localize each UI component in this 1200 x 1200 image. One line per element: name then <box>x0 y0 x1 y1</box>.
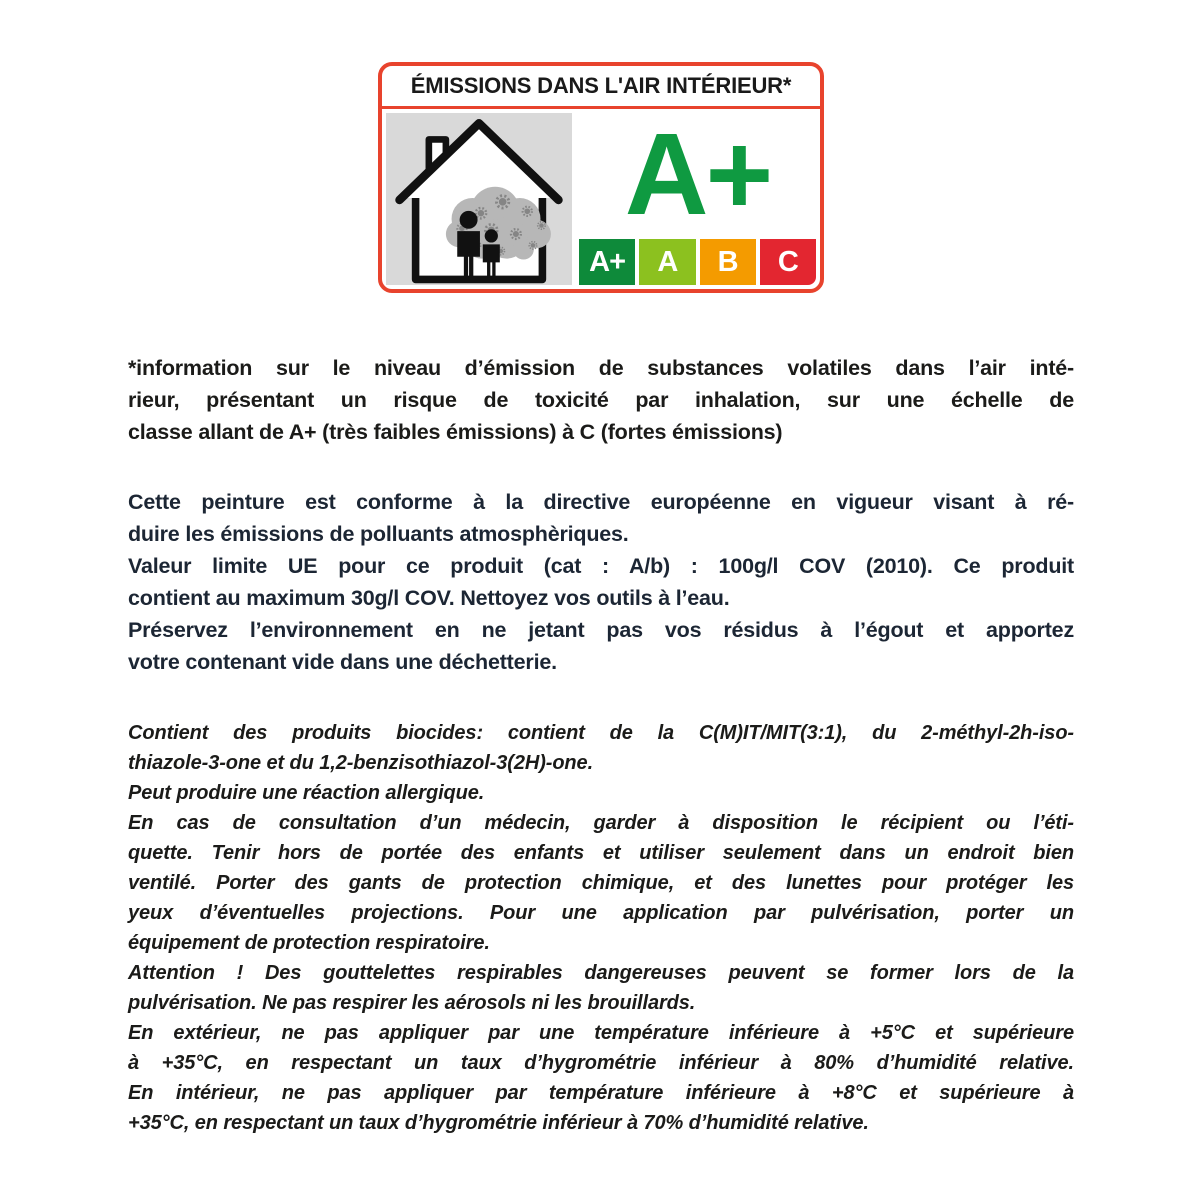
text-line: Valeur limite UE pour ce produit (cat : A/b) : 100g/l COV (2010). Ce produit <box>128 554 1074 578</box>
badge-body <box>382 109 820 289</box>
text-line: En cas de consultation d’un médecin, garder à disposition le récipient ou l’éti- <box>128 812 1074 834</box>
text-line: pulvérisation. Ne pas respirer les aérosols ni les brouillards. <box>128 992 696 1014</box>
rating-cell <box>579 109 816 285</box>
text-line: *information sur le niveau d’émission de substances volatiles dans l’air inté- <box>128 356 1074 380</box>
text-line: Cette peinture est conforme à la directive européenne en vigueur visant à ré- <box>128 490 1074 514</box>
text-line: ventilé. Porter des gants de protection chimique, et des lunettes pour protéger les <box>128 872 1074 894</box>
text-line: duire les émissions de polluants atmosphèriques. <box>128 522 629 546</box>
scale-cell-b: B <box>700 239 756 285</box>
footnote-paragraph <box>128 352 1074 448</box>
scale-cell-aplus: A+ <box>579 239 635 285</box>
air-emissions-badge <box>378 62 824 293</box>
scale-cell-a: A <box>639 239 695 285</box>
text-line: +35°C, en respectant un taux d’hygrométrie inférieur à 70% d’humidité relative. <box>128 1112 869 1134</box>
text-line: Préservez l’environnement en ne jetant pas vos résidus à l’égout et apportez <box>128 618 1074 642</box>
text-line: Peut produire une réaction allergique. <box>128 782 485 804</box>
text-line: contient au maximum 30g/l COV. Nettoyez vos outils à l’eau. <box>128 586 730 610</box>
text-line: Contient des produits biocides: contient de la C(M)IT/MIT(3:1), du 2-méthyl-2h-iso- <box>128 722 1074 744</box>
text-line: thiazole-3-one et du 1,2-benzisothiazol-3(2H)-one. <box>128 752 594 774</box>
text-line: équipement de protection respiratoire. <box>128 932 490 954</box>
scale-cell-c: C <box>760 239 816 285</box>
text-column <box>128 352 1074 1138</box>
text-line: yeux d’éventuelles projections. Pour une application par pulvérisation, porter un <box>128 902 1074 924</box>
badge-title: ÉMISSIONS DANS L'AIR INTÉRIEUR* <box>382 66 820 109</box>
text-line: rieur, présentant un risque de toxicité par inhalation, sur une échelle de <box>128 388 1074 412</box>
house-with-particle-cloud-and-people-icon <box>388 113 570 285</box>
text-line: votre contenant vide dans une déchetterie. <box>128 650 557 674</box>
text-line: En extérieur, ne pas appliquer par une température inférieure à +5°C et supérieure <box>128 1022 1074 1044</box>
text-line: En intérieur, ne pas appliquer par température inférieure à +8°C et supérieure à <box>128 1082 1074 1104</box>
emission-grade-value: A+ <box>624 109 771 239</box>
text-line: à +35°C, en respectant un taux d’hygrométrie inférieur à 80% d’humidité relative. <box>128 1052 1074 1074</box>
house-illustration-cell <box>386 113 572 285</box>
text-line: classe allant de A+ (très faibles émissions) à C (fortes émissions) <box>128 420 783 444</box>
safety-paragraph <box>128 718 1074 1138</box>
regulatory-paragraph <box>128 486 1074 678</box>
text-line: Attention ! Des gouttelettes respirables dangereuses peuvent se former lors de la <box>128 962 1074 984</box>
emission-grade-scale <box>579 239 816 285</box>
text-line: quette. Tenir hors de portée des enfants et utiliser seulement dans un endroit bien <box>128 842 1074 864</box>
